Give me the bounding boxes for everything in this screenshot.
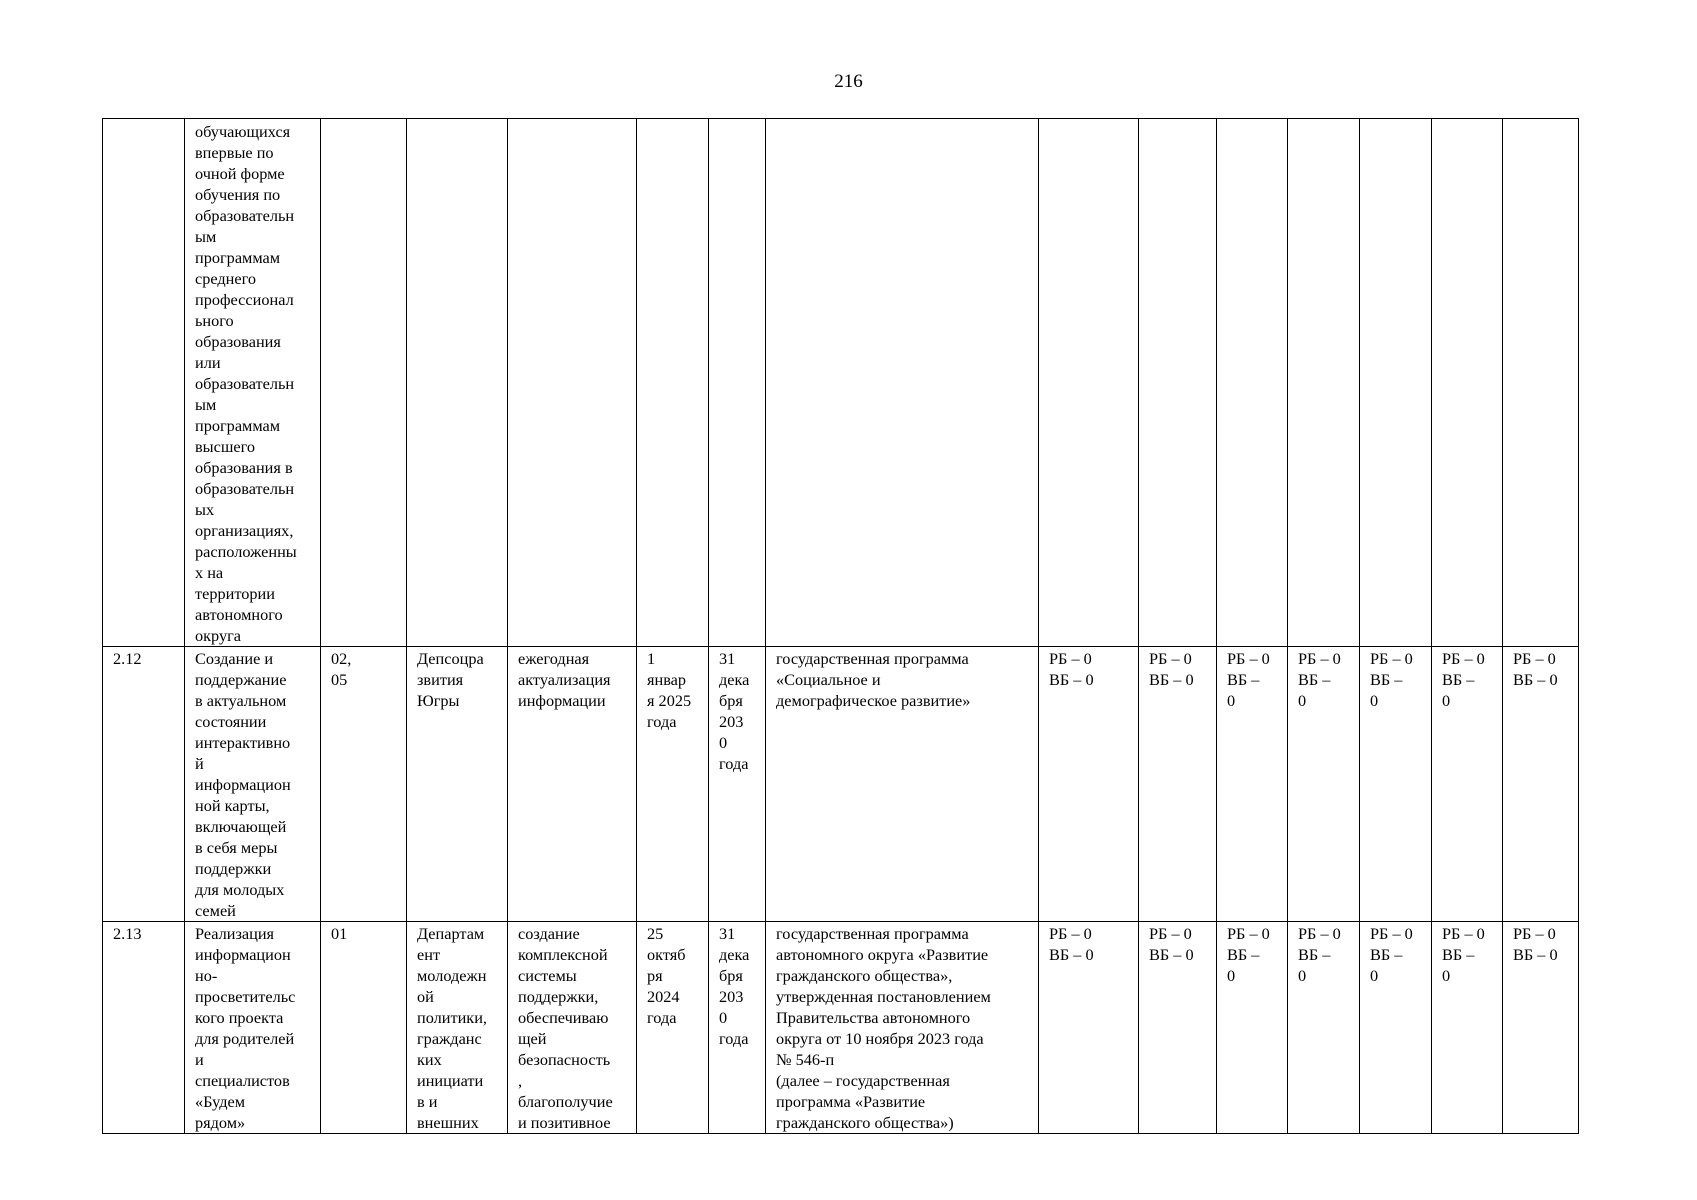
cell-funding-2026: РБ – 0 ВБ – 0	[1217, 647, 1288, 922]
measures-table	[102, 118, 1579, 1134]
cell-funding-2030: РБ – 0 ВБ – 0	[1503, 647, 1579, 922]
cell-expected-result: ежегодная актуализация информации	[508, 647, 637, 922]
cell-responsible-executor	[407, 119, 508, 647]
cell-measure-name: Реализация информацион но- просветительс кого проекта для родителей и специалистов «Будем рядом»	[185, 922, 321, 1134]
cell-funding-2024: РБ – 0 ВБ – 0	[1039, 647, 1139, 922]
cell-funding-2028: РБ – 0 ВБ – 0	[1360, 647, 1432, 922]
cell-funding-2027	[1288, 119, 1360, 647]
cell-number: 2.12	[103, 647, 185, 922]
cell-task-code: 02, 05	[321, 647, 407, 922]
cell-funding-2029: РБ – 0 ВБ – 0	[1432, 647, 1503, 922]
cell-task-code: 01	[321, 922, 407, 1134]
cell-funding-2024	[1039, 119, 1139, 647]
cell-number: 2.13	[103, 922, 185, 1134]
cell-responsible-executor: Департам ент молодежн ой политики, гражданс ких инициати в и внешних	[407, 922, 508, 1134]
cell-program-source: государственная программа автономного округа «Развитие гражданского общества», утвержденная постановлением Правительства автономного округа от 10 ноября 2023 года № 546-п (далее – государственная программа «Развитие гражданского общества»)	[766, 922, 1039, 1134]
cell-funding-2028: РБ – 0 ВБ – 0	[1360, 922, 1432, 1134]
cell-funding-2030	[1503, 119, 1579, 647]
cell-start-date	[637, 119, 709, 647]
cell-funding-2025	[1139, 119, 1217, 647]
table-row-continuation	[103, 119, 1579, 647]
cell-expected-result: создание комплексной системы поддержки, обеспечиваю щей безопасность , благополучие и позитивное	[508, 922, 637, 1134]
cell-measure-name: обучающихся впервые по очной форме обучения по образовательн ым программам среднего профессионал ьного образования или образовательн ым программам высшего образования в образовательн ых организациях, расположенны х на территории автономного округа	[185, 119, 321, 647]
cell-funding-2029: РБ – 0 ВБ – 0	[1432, 922, 1503, 1134]
table-body	[103, 119, 1579, 1134]
cell-expected-result	[508, 119, 637, 647]
cell-task-code	[321, 119, 407, 647]
cell-funding-2026	[1217, 119, 1288, 647]
cell-end-date: 31 дека бря 203 0 года	[709, 922, 766, 1134]
cell-funding-2027: РБ – 0 ВБ – 0	[1288, 647, 1360, 922]
cell-funding-2026: РБ – 0 ВБ – 0	[1217, 922, 1288, 1134]
cell-number	[103, 119, 185, 647]
cell-end-date	[709, 119, 766, 647]
cell-responsible-executor: Депсоцра звития Югры	[407, 647, 508, 922]
cell-measure-name: Создание и поддержание в актуальном состоянии интерактивно й информацион ной карты, включающей в себя меры поддержки для молодых семей	[185, 647, 321, 922]
cell-funding-2029	[1432, 119, 1503, 647]
page-number: 216	[834, 71, 863, 92]
cell-start-date: 1 январ я 2025 года	[637, 647, 709, 922]
table-row-2-12	[103, 647, 1579, 922]
cell-program-source: государственная программа «Социальное и демографическое развитие»	[766, 647, 1039, 922]
table-row-2-13	[103, 922, 1579, 1134]
cell-program-source	[766, 119, 1039, 647]
cell-funding-2024: РБ – 0 ВБ – 0	[1039, 922, 1139, 1134]
cell-start-date: 25 октяб ря 2024 года	[637, 922, 709, 1134]
cell-funding-2025: РБ – 0 ВБ – 0	[1139, 647, 1217, 922]
cell-funding-2028	[1360, 119, 1432, 647]
cell-funding-2027: РБ – 0 ВБ – 0	[1288, 922, 1360, 1134]
cell-funding-2025: РБ – 0 ВБ – 0	[1139, 922, 1217, 1134]
cell-end-date: 31 дека бря 203 0 года	[709, 647, 766, 922]
cell-funding-2030: РБ – 0 ВБ – 0	[1503, 922, 1579, 1134]
